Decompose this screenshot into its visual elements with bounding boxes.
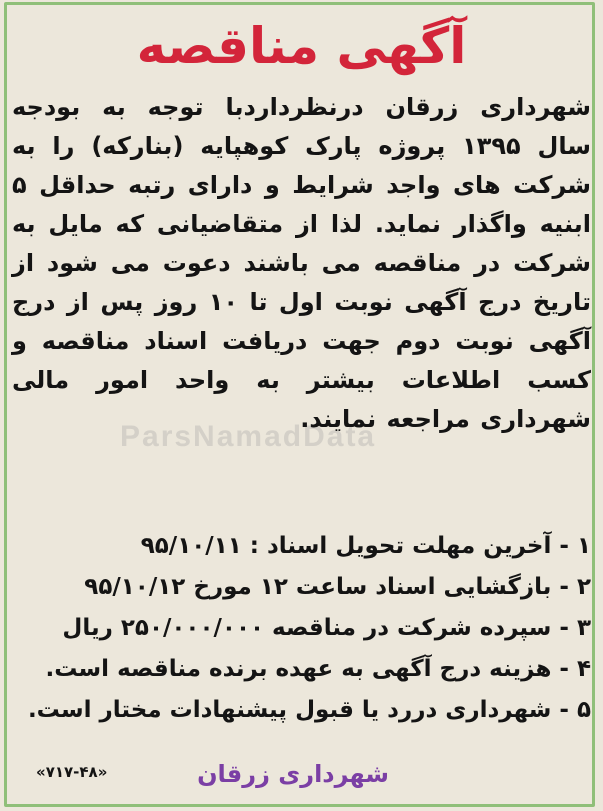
notice-code: «۷۱۷-۴۸» bbox=[36, 763, 108, 781]
condition-item: ۱ - آخرین مهلت تحویل اسناد : ۹۵/۱۰/۱۱ bbox=[140, 533, 591, 559]
notice-title: آگهی مناقصه bbox=[136, 17, 467, 75]
condition-item: ۲ - بازگشایی اسناد ساعت ۱۲ مورخ ۹۵/۱۰/۱۲ bbox=[84, 574, 591, 600]
notice-footer bbox=[10, 752, 589, 796]
conditions-list bbox=[12, 526, 591, 731]
condition-item: ۳ - سپرده شرکت در مناقصه ۲۵۰/۰۰۰/۰۰۰ ریال bbox=[62, 615, 591, 641]
condition-item: ۵ - شهرداری دررد یا قبول پیشنهادات مختار است. bbox=[27, 697, 591, 723]
issuer-signature: شهرداری زرقان bbox=[197, 760, 389, 788]
condition-item: ۴ - هزینه درج آگهی به عهده برنده مناقصه است. bbox=[45, 656, 591, 682]
watermark: ParsNamadData bbox=[120, 420, 377, 453]
notice-body: شهرداری زرقان درنظرداردبا توجه به بودجه سال ۱۳۹۵ پروژه پارک کوهپایه (بنارکه) را به شرکت های واجد شرایط و دارای رتبه حداقل ۵ ابنیه واگذار نماید. لذا از متقاضیانی که مایل به شرکت در مناقصه می باشند دعوت می شود از تاریخ درج آگهی نوبت اول تا ۱۰ روز پس از درج آگهی نوبت دوم جهت دریافت اسناد مناقصه و کسب اطلاعات بیشتر به واحد امور مالی شهرداری مراجعه نمایند. bbox=[12, 93, 591, 433]
